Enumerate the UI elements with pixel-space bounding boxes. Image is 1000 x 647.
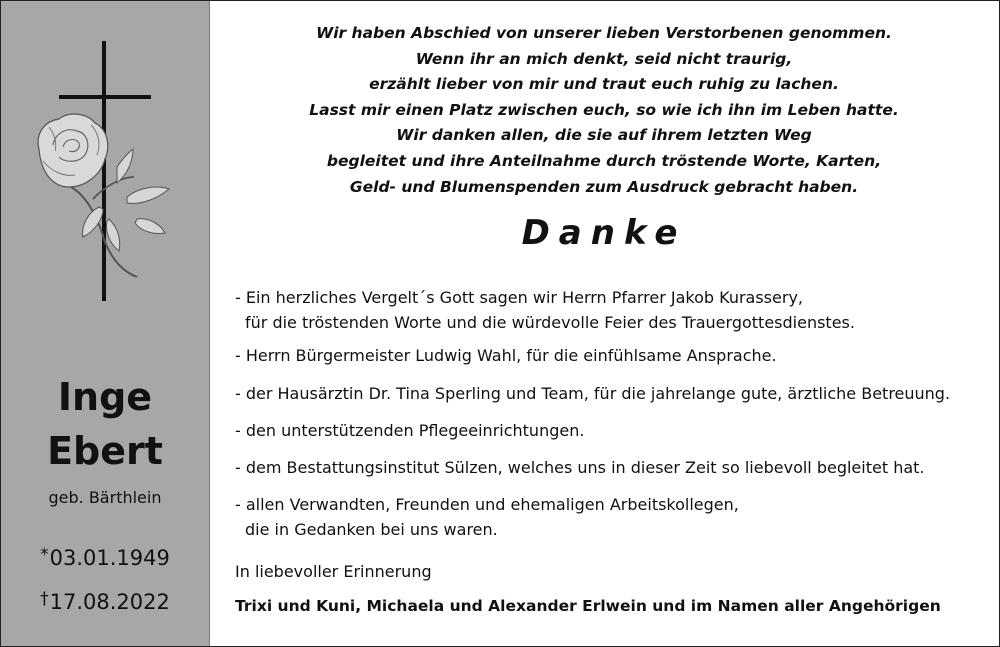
thanks-item	[235, 492, 739, 542]
thanks-line-continued: für die tröstenden Worte und die würdevolle Feier des Trauergottesdienstes.	[245, 313, 855, 332]
closing-phrase: In liebevoller Erinnerung	[235, 562, 432, 581]
birth-date-line	[1, 545, 209, 570]
poem-line: erzählt lieber von mir und traut euch ruhig zu lachen.	[369, 75, 839, 94]
last-name: Ebert	[47, 429, 163, 473]
thanks-line: - der Hausärztin Dr. Tina Sperling und Team, für die jahrelange gute, ärztliche Betreuung.	[235, 384, 951, 403]
birth-date: 03.01.1949	[49, 546, 170, 570]
thanks-item	[235, 343, 777, 368]
heading-danke: Danke	[521, 213, 687, 253]
poem-line: Wenn ihr an mich denkt, seid nicht traurig,	[415, 49, 793, 68]
first-name: Inge	[57, 375, 153, 419]
thanks-line: - den unterstützenden Pflegeeinrichtungen.	[235, 421, 585, 440]
poem-line: Wir haben Abschied von unserer lieben Verstorbenen genommen.	[316, 24, 892, 42]
sidebar-panel	[1, 1, 210, 646]
birth-symbol: *	[40, 545, 49, 565]
thanks-item	[235, 285, 855, 335]
death-date-line	[1, 589, 209, 614]
death-date: 17.08.2022	[49, 590, 170, 614]
thanks-item	[235, 455, 925, 480]
main-content	[209, 1, 999, 646]
signers: Trixi und Kuni, Michaela und Alexander Erlwein und im Namen aller Angehörigen	[235, 597, 941, 615]
cross-with-rose-icon	[29, 37, 179, 307]
death-symbol: †	[40, 589, 49, 609]
poem-line: Lasst mir einen Platz zwischen euch, so wie ich ihn im Leben hatte.	[309, 100, 899, 119]
poem-line: begleitet und ihre Anteilnahme durch tröstende Worte, Karten,	[326, 151, 882, 170]
thanks-line: - allen Verwandten, Freunden und ehemaligen Arbeitskollegen,	[235, 495, 739, 514]
poem-line: Wir danken allen, die sie auf ihrem letzten Weg	[396, 126, 812, 145]
poem-line: Geld- und Blumenspenden zum Ausdruck gebracht haben.	[349, 177, 859, 196]
maiden-name: geb. Bärthlein	[48, 488, 162, 507]
thanks-item	[235, 418, 584, 443]
thanks-line-continued: die in Gedanken bei uns waren.	[245, 520, 498, 539]
thanks-line: - Herrn Bürgermeister Ludwig Wahl, für die einfühlsame Ansprache.	[235, 346, 777, 365]
poem	[209, 21, 999, 200]
thanks-item	[235, 381, 950, 406]
thanks-line: - Ein herzliches Vergelt´s Gott sagen wir Herrn Pfarrer Jakob Kurassery,	[235, 288, 803, 307]
thanks-line: - dem Bestattungsinstitut Sülzen, welches uns in dieser Zeit so liebevoll begleitet hat.	[235, 458, 925, 477]
